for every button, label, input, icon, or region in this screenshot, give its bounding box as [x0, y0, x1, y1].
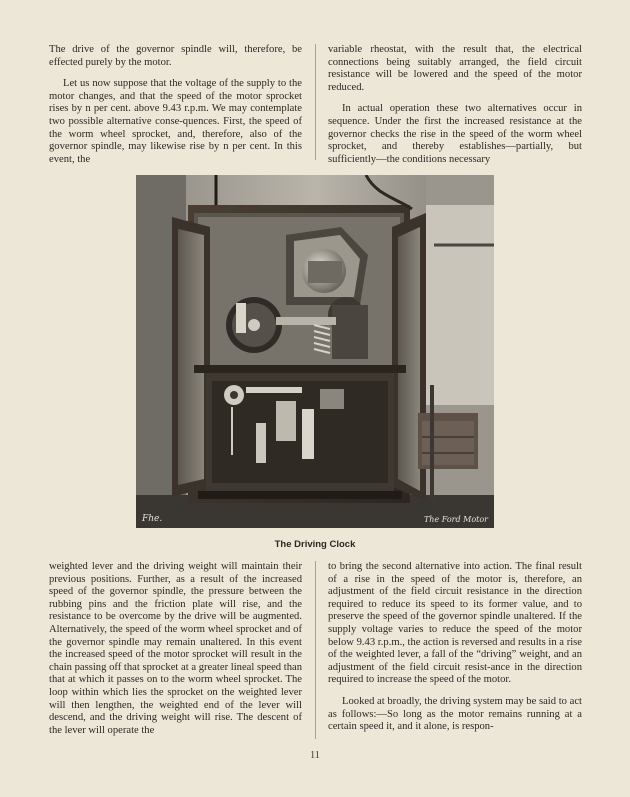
text-column-top-left — [49, 44, 302, 175]
paragraph: Let us now suppose that the voltage of the supply to the motor changes, and that the speed of the motor sprocket rises by n per cent. above 9.43 r.p.m. We may contemplate two possible alternative conse-quences. First, the speed of the worm wheel sprocket, and, therefore, also of the governor spindle, may likewise rise by n per cent. In this event, the — [49, 78, 302, 165]
text-column-bottom-left — [49, 561, 302, 746]
photo-caption: The Driving Clock — [274, 539, 356, 550]
paragraph: variable rheostat, with the result that, the electrical connections being suitably arranged, the field circuit resistance will be lowered and the speed of the motor reduced. — [328, 44, 582, 93]
paragraph: weighted lever and the driving weight will maintain their previous positions. Further, as a result of the increased speed of the governor spindle, the pressure between the rubbing pins and the friction plate will rise, and the resistance to be overcome by the drive will be augmented. Alternatively, the speed of the worm wheel sprocket and of the governor spindle may remain unaltered. In this event the increased speed of the motor sprocket will result in the chain passing off that sprocket at a greater lineal speed than that at which it passes on to the worm wheel sprocket. The loop within which lies the sprocket on the weighted lever will then lengthen, the weighted end of the lever will descend, and the driving weight will rise. The descent of the lever will operate the — [49, 561, 302, 736]
paragraph: Looked at broadly, the driving system may be said to act as follows:—So long as the motor remains running at a certain speed it, and it alone, is respon- — [328, 695, 582, 733]
column-divider — [315, 44, 316, 160]
paragraph: The drive of the governor spindle will, therefore, be effected purely by the motor. — [49, 44, 302, 68]
driving-clock-photo — [136, 175, 494, 528]
text-column-top-right — [328, 44, 582, 175]
page-number: 11 — [310, 750, 320, 761]
photo-signature: Fhe. — [142, 514, 163, 524]
paragraph: In actual operation these two alternatives occur in sequence. Under the first the increased resistance at the governor checks the rise in the speed of the worm wheel sprocket, and thereby establishes—partially, but sufficiently—the conditions necessary — [328, 103, 582, 165]
paragraph: to bring the second alternative into action. The final result of a rise in the speed of the motor is, therefore, an adjustment of the field circuit resistance in the direction required to reduce its speed to its former value, and to preserve the speed of the governor spindle unaltered. If the supply voltage varies to reduce the speed of the motor below 9.43 r.p.m., the action is reversed and results in a rise of the weighted lever, a fall of the “driving” weight, and an adjustment of the field circuit resist-ance in the direction required to increase the speed of the motor. — [328, 561, 582, 686]
text-column-bottom-right — [328, 561, 582, 743]
photo-watermark: The Ford Motor — [423, 515, 488, 524]
column-divider — [315, 561, 316, 739]
